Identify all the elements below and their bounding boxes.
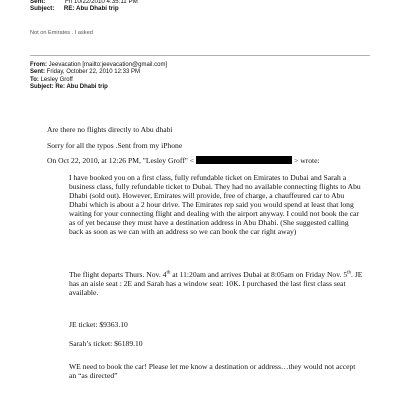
- flight-sup-1: th: [166, 270, 171, 276]
- to-label: To:: [30, 76, 39, 83]
- forwarded-sent-label: Sent:: [30, 69, 45, 76]
- forwarded-sent-row: [30, 69, 167, 76]
- flight-text-c: . JE has an aisle seat : 2E and Sarah has a window seat: 10K. I purchased the last first class seat available.: [69, 270, 363, 298]
- wrote-suffix: > wrote:: [294, 156, 320, 165]
- wrote-prefix: On Oct 22, 2010, at 12:26 PM, "Lesley Groff" <: [47, 156, 195, 165]
- forwarded-sent-value: Friday, October 22, 2010 12:33 PM: [46, 69, 140, 76]
- forwarded-subject-value: Re: Abu Dhabi trip: [55, 84, 108, 91]
- forwarded-header: [30, 62, 167, 92]
- subject-label: Subject:: [30, 5, 55, 12]
- quoted-paragraph-booking: I have booked you on a first class, fully refundable ticket on Emirates to Dubai and Sarah a business class, fully refundable ticket to Dubai. They had no available connecting flights to Abu Dhabi (sold out). However, Emirates will provide, free of charge, a chauffeured car to Abu Dhabi which is about a 2 hour drive. The Emirates rep said you would spend at least that long waiting for your connecting flight and dealing with the airport anyway. I could not book the car as of yet because they must have a destination address in Abu Dhabi. (She suggested calling back as soon as we can with an address so we can book the car right away): [69, 173, 361, 237]
- forwarded-to-row: [30, 77, 167, 84]
- message-line-2: Sorry for all the typos .Sent from my iPhone: [47, 141, 183, 150]
- message-line-1: Are there no flights directly to Abu dhabi: [47, 125, 173, 134]
- flight-text-a: The flight departs Thurs. Nov. 4: [69, 270, 167, 279]
- subject-header-row: [30, 5, 119, 13]
- forwarded-subject-row: [30, 84, 167, 91]
- sarah-ticket-price: Sarah’s ticket: $6189.10: [69, 339, 143, 348]
- wrote-line: [47, 156, 320, 165]
- sent-value: Fri 10/22/2010 4:35:11 PM: [64, 0, 138, 5]
- quoted-paragraph-flight: [69, 270, 363, 297]
- reply-note: Not on Emirates . I asked: [30, 30, 93, 36]
- subject-value: RE: Abu Dhabi trip: [63, 5, 119, 12]
- redaction-box: [196, 156, 292, 164]
- from-value: Jeevacation [mailto:jeevacation@gmail.com]: [48, 62, 168, 68]
- flight-text-b: at 11:20am and arrives Dubai at 8:05am on Friday Nov. 5: [170, 270, 348, 279]
- divider: [30, 55, 370, 56]
- forwarded-from-row: [30, 62, 167, 69]
- to-value: Lesley Groff: [40, 76, 73, 83]
- flight-sup-2: th: [347, 270, 352, 276]
- forwarded-subject-label: Subject:: [30, 84, 54, 91]
- from-label: From:: [30, 62, 47, 68]
- quoted-paragraph-car: WE need to book the car! Please let me know a destination or address…they would not accept an “as directed”: [69, 362, 356, 381]
- sent-label: Sent:: [30, 0, 46, 5]
- je-ticket-price: JE ticket: $9363.10: [69, 320, 128, 329]
